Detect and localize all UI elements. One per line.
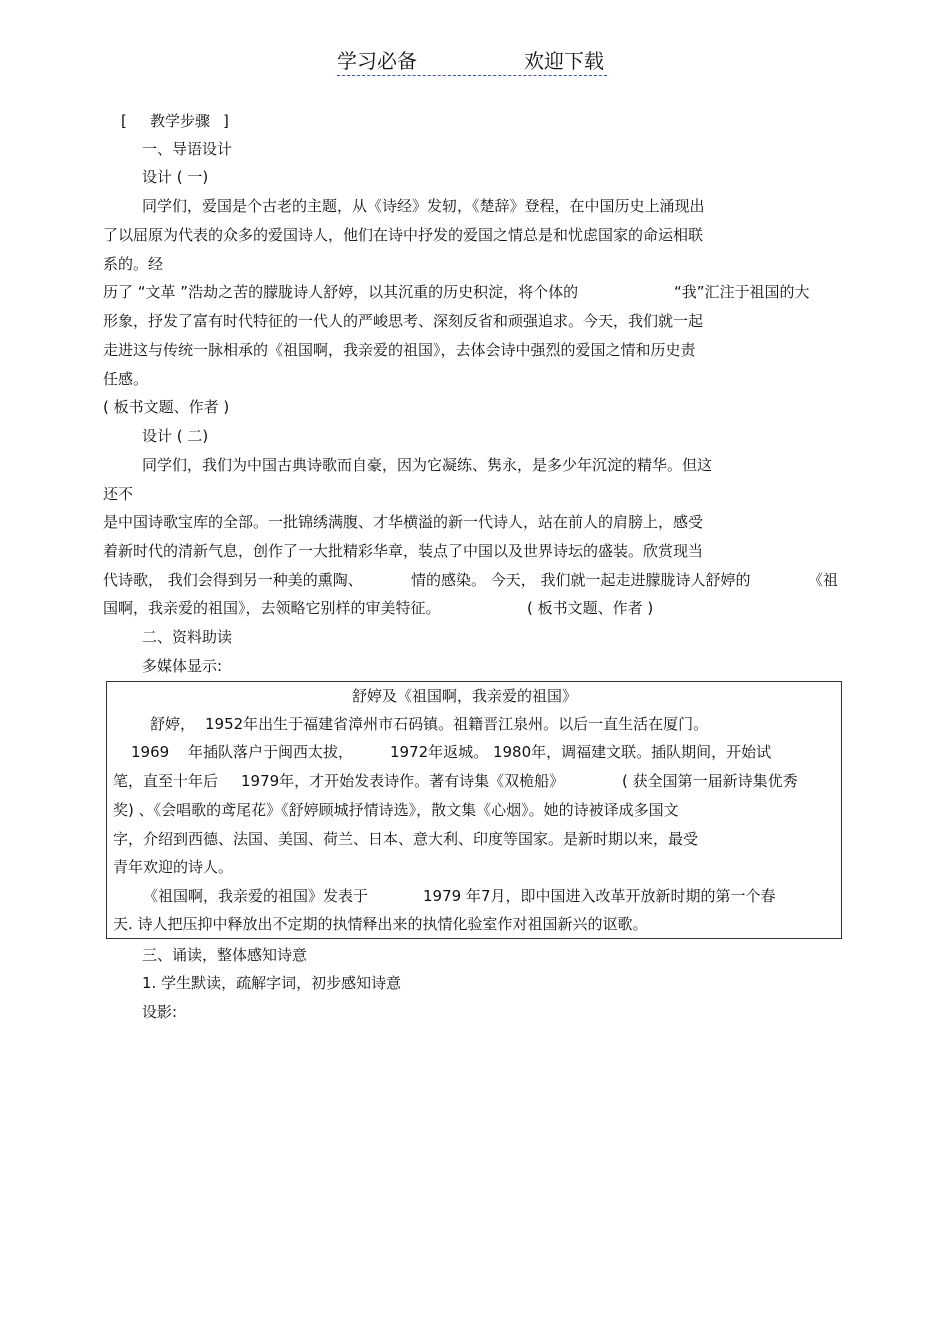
- paragraph-1-line-7: 任感。: [103, 370, 149, 388]
- paragraph-2-line-6a: 国啊，我亲爱的祖国》，去领略它别样的审美特征。: [103, 599, 441, 617]
- steps-heading: 教学步骤: [150, 112, 211, 130]
- paragraph-2-line-5b: 情的感染。 今天， 我们就一起走进朦胧诗人舒婷的: [411, 571, 751, 589]
- step-item-1: 1. 学生默读，疏解字词，初步感知诗意: [142, 974, 402, 992]
- section-heading-1: 一、导语设计: [142, 140, 233, 158]
- paragraph-1-line-1: 同学们，爱国是个古老的主题，从《诗经》发轫，《楚辞》登程，在中国历史上涌现出: [142, 197, 705, 215]
- info-line-1a: 舒婷，: [150, 715, 196, 733]
- info-line-3b: 1979年，才开始发表诗作。著有诗集《双桅船》: [241, 772, 565, 790]
- info-line-5: 字，介绍到西德、法国、美国、荷兰、日本、意大利、印度等国家。是新时期以来，最受: [113, 830, 699, 848]
- info-line-3a: 笔，直至十年后: [113, 772, 219, 790]
- projection-label: 设影:: [142, 1003, 178, 1021]
- info-line-7a: 《祖国啊，我亲爱的祖国》发表于: [143, 887, 369, 905]
- design-1-label: 设计 ( 一): [142, 168, 209, 186]
- info-line-6: 青年欢迎的诗人。: [113, 858, 234, 876]
- steps-close-bracket: ]: [223, 112, 229, 130]
- multimedia-label: 多媒体显示:: [142, 657, 223, 675]
- info-line-8: 天. 诗人把压抑中释放出不定期的执情释出来的执情化验室作对祖国新兴的讴歌。: [113, 915, 648, 933]
- section-heading-3: 三、诵读，整体感知诗意: [142, 946, 308, 964]
- board-note-2: ( 板书文题、作者 ): [527, 599, 654, 617]
- paragraph-2-line-5c: 《祖: [808, 571, 839, 589]
- paragraph-1-line-4a: 历了 “文革 ”浩劫之苦的朦胧诗人舒婷，以其沉重的历史积淀，将个体的: [103, 283, 579, 301]
- paragraph-1-line-5: 形象，抒发了富有时代特征的一代人的严峻思考、深刻反省和顽强追求。今天，我们就一起: [103, 312, 704, 330]
- paragraph-2-line-1: 同学们，我们为中国古典诗歌而自豪，因为它凝练、隽永，是多少年沉淀的精华。但这: [142, 456, 713, 474]
- info-line-2c: 1972年返城。 1980年，调福建文联。插队期间，开始试: [390, 743, 772, 761]
- info-box-title: 舒婷及《祖国啊，我亲爱的祖国》: [352, 687, 578, 705]
- info-line-4: 奖) 、《会唱歌的鸢尾花》《舒婷顾城抒情诗选》，散文集《心烟》。她的诗被译成多国文: [113, 801, 679, 819]
- page-header: [337, 47, 607, 76]
- board-note-1: ( 板书文题、作者 ): [103, 398, 230, 416]
- paragraph-2-line-4: 着新时代的清新气息，创作了一大批精彩华章，装点了中国以及世界诗坛的盛装。欣赏现当: [103, 542, 704, 560]
- section-heading-2: 二、资料助读: [142, 628, 233, 646]
- header-left-text: 学习必备: [337, 49, 417, 73]
- paragraph-2-line-3: 是中国诗歌宝库的全部。一批锦绣满腹、才华横溢的新一代诗人，站在前人的肩膀上，感受: [103, 513, 704, 531]
- info-line-7b: 1979 年7月，即中国进入改革开放新时期的第一个春: [423, 887, 776, 905]
- paragraph-2-line-2: 还不: [103, 485, 134, 503]
- header-right-text: 欢迎下载: [524, 49, 604, 73]
- paragraph-1-line-2: 了以屈原为代表的众多的爱国诗人，他们在诗中抒发的爱国之情总是和忧虑国家的命运相联: [103, 226, 704, 244]
- paragraph-1-line-6: 走进这与传统一脉相承的《祖国啊，我亲爱的祖国》，去体会诗中强烈的爱国之情和历史责: [103, 341, 696, 359]
- info-line-2a: 1969: [131, 743, 170, 761]
- info-line-1b: 1952年出生于福建省漳州市石码镇。祖籍晋江泉州。以后一直生活在厦门。: [205, 715, 709, 733]
- info-line-3c: ( 获全国第一届新诗集优秀: [622, 772, 798, 790]
- steps-open-bracket: [: [121, 112, 127, 130]
- paragraph-2-line-5a: 代诗歌， 我们会得到另一种美的熏陶、: [103, 571, 363, 589]
- paragraph-1-line-3: 系的。经: [103, 255, 164, 273]
- info-line-2b: 年插队落户于闽西太拔，: [188, 743, 354, 761]
- design-2-label: 设计 ( 二): [142, 427, 209, 445]
- paragraph-1-line-4b: “我”汇注于祖国的大: [674, 283, 810, 301]
